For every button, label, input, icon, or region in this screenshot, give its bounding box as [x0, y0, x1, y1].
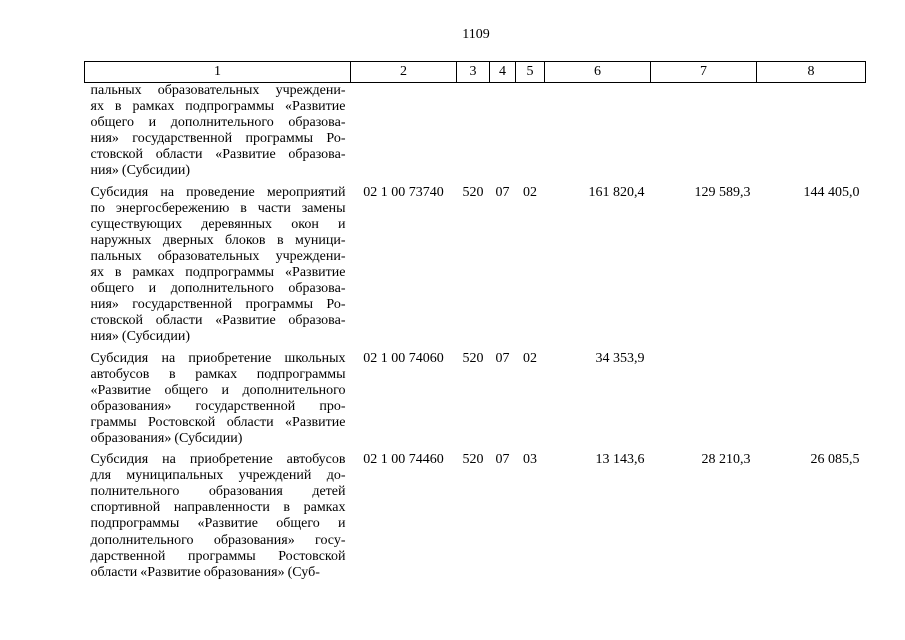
- row-expense-type: 520: [462, 184, 484, 200]
- description-line: для муниципальных учреждений до-: [90, 468, 346, 484]
- description-line: стовской области «Развитие образова-: [90, 147, 346, 163]
- description-line: ях в рамках подпрограммы «Развитие: [90, 265, 346, 281]
- description-line: спортивной направленности в рамках: [90, 500, 346, 516]
- description-line: пальных образовательных учреждени-: [90, 248, 346, 264]
- header-col-7: 7: [651, 62, 757, 83]
- row-target-code: [351, 83, 457, 180]
- header-col-1: 1: [85, 62, 351, 83]
- description-line: ния» государственной программы Ро-: [90, 297, 346, 313]
- description-line: граммы Ростовской области «Развитие: [90, 414, 346, 430]
- header-col-3: 3: [457, 62, 490, 83]
- header-col-4: 4: [490, 62, 516, 83]
- row-description: [85, 180, 351, 346]
- row-amount-col-7: 129 589,3: [694, 184, 751, 200]
- description-line: существующих деревянных окон и: [90, 216, 346, 232]
- row-section: 07: [495, 452, 510, 468]
- header-col-8: 8: [757, 62, 866, 83]
- description-line: образования» (Субсидии): [90, 430, 243, 446]
- page-number: 1109: [462, 27, 490, 42]
- description-line: Субсидия на проведение мероприятий: [90, 184, 346, 200]
- header-col-6: 6: [545, 62, 651, 83]
- description-line: Субсидия на приобретение автобусов: [90, 452, 346, 468]
- row-amount-col-8: 26 085,5: [810, 452, 860, 468]
- row-amount-col-6: 13 143,6: [595, 452, 645, 468]
- row-amount-col-8: [757, 83, 866, 180]
- description-line: общего и дополнительного образова-: [90, 115, 346, 131]
- description-line: подпрограммы «Развитие общего и: [90, 516, 346, 532]
- description-line: полнительного образования детей: [90, 484, 346, 500]
- description-line: образования» государственной про-: [90, 398, 346, 414]
- description-line: стовской области «Развитие образова-: [90, 313, 346, 329]
- description-line: по энергосбережению в части замены: [90, 200, 346, 216]
- row-target-code: 02 1 00 74060: [363, 350, 444, 366]
- description-line: ния» (Субсидии): [90, 329, 190, 345]
- row-subsection: 02: [523, 184, 537, 200]
- header-col-2: 2: [351, 62, 457, 83]
- table-row: [85, 447, 866, 581]
- description-line: наружных дверных блоков в муници-: [90, 232, 346, 248]
- row-target-code: 02 1 00 74460: [363, 452, 444, 468]
- row-description: [85, 346, 351, 448]
- row-subsection: 02: [523, 350, 537, 366]
- row-expense-type: 520: [462, 350, 484, 366]
- row-amount-col-6: 161 820,4: [588, 184, 645, 200]
- row-amount-col-8: [757, 346, 866, 448]
- row-expense-type: 520: [462, 452, 484, 468]
- row-subsection: [516, 83, 545, 180]
- description-line: области «Развитие образования» (Суб-: [90, 564, 320, 580]
- description-line: ния» (Субсидии): [90, 163, 190, 179]
- row-amount-col-7: 28 210,3: [701, 452, 751, 468]
- table-header: [85, 62, 866, 83]
- row-amount-col-6: [545, 83, 651, 180]
- row-amount-col-6: 34 353,9: [595, 350, 645, 366]
- row-amount-col-7: [651, 346, 757, 448]
- row-section: [490, 83, 516, 180]
- description-line: пальных образовательных учреждени-: [90, 83, 346, 98]
- row-target-code: 02 1 00 73740: [363, 184, 444, 200]
- table-row: [85, 346, 866, 448]
- description-line: общего и дополнительного образова-: [90, 281, 346, 297]
- table-row: [85, 180, 866, 346]
- row-subsection: 03: [523, 452, 537, 468]
- budget-table: [84, 61, 866, 581]
- description-line: ях в рамках подпрограммы «Развитие: [90, 99, 346, 115]
- table-body: [85, 83, 866, 581]
- row-expense-type: [457, 83, 490, 180]
- description-line: дарственной программы Ростовской: [90, 548, 346, 564]
- row-description: [85, 83, 351, 180]
- description-line: автобусов в рамках подпрограммы: [90, 366, 346, 382]
- table-row: [85, 83, 866, 180]
- description-line: дополнительного образования» госу-: [90, 532, 346, 548]
- header-row: [85, 62, 866, 83]
- row-section: 07: [495, 350, 510, 366]
- row-amount-col-7: [651, 83, 757, 180]
- description-line: «Развитие общего и дополнительного: [90, 382, 346, 398]
- row-description: [85, 447, 351, 581]
- description-line: ния» государственной программы Ро-: [90, 131, 346, 147]
- description-line: Субсидия на приобретение школьных: [90, 350, 346, 366]
- row-section: 07: [495, 184, 510, 200]
- header-col-5: 5: [516, 62, 545, 83]
- row-amount-col-8: 144 405,0: [803, 184, 860, 200]
